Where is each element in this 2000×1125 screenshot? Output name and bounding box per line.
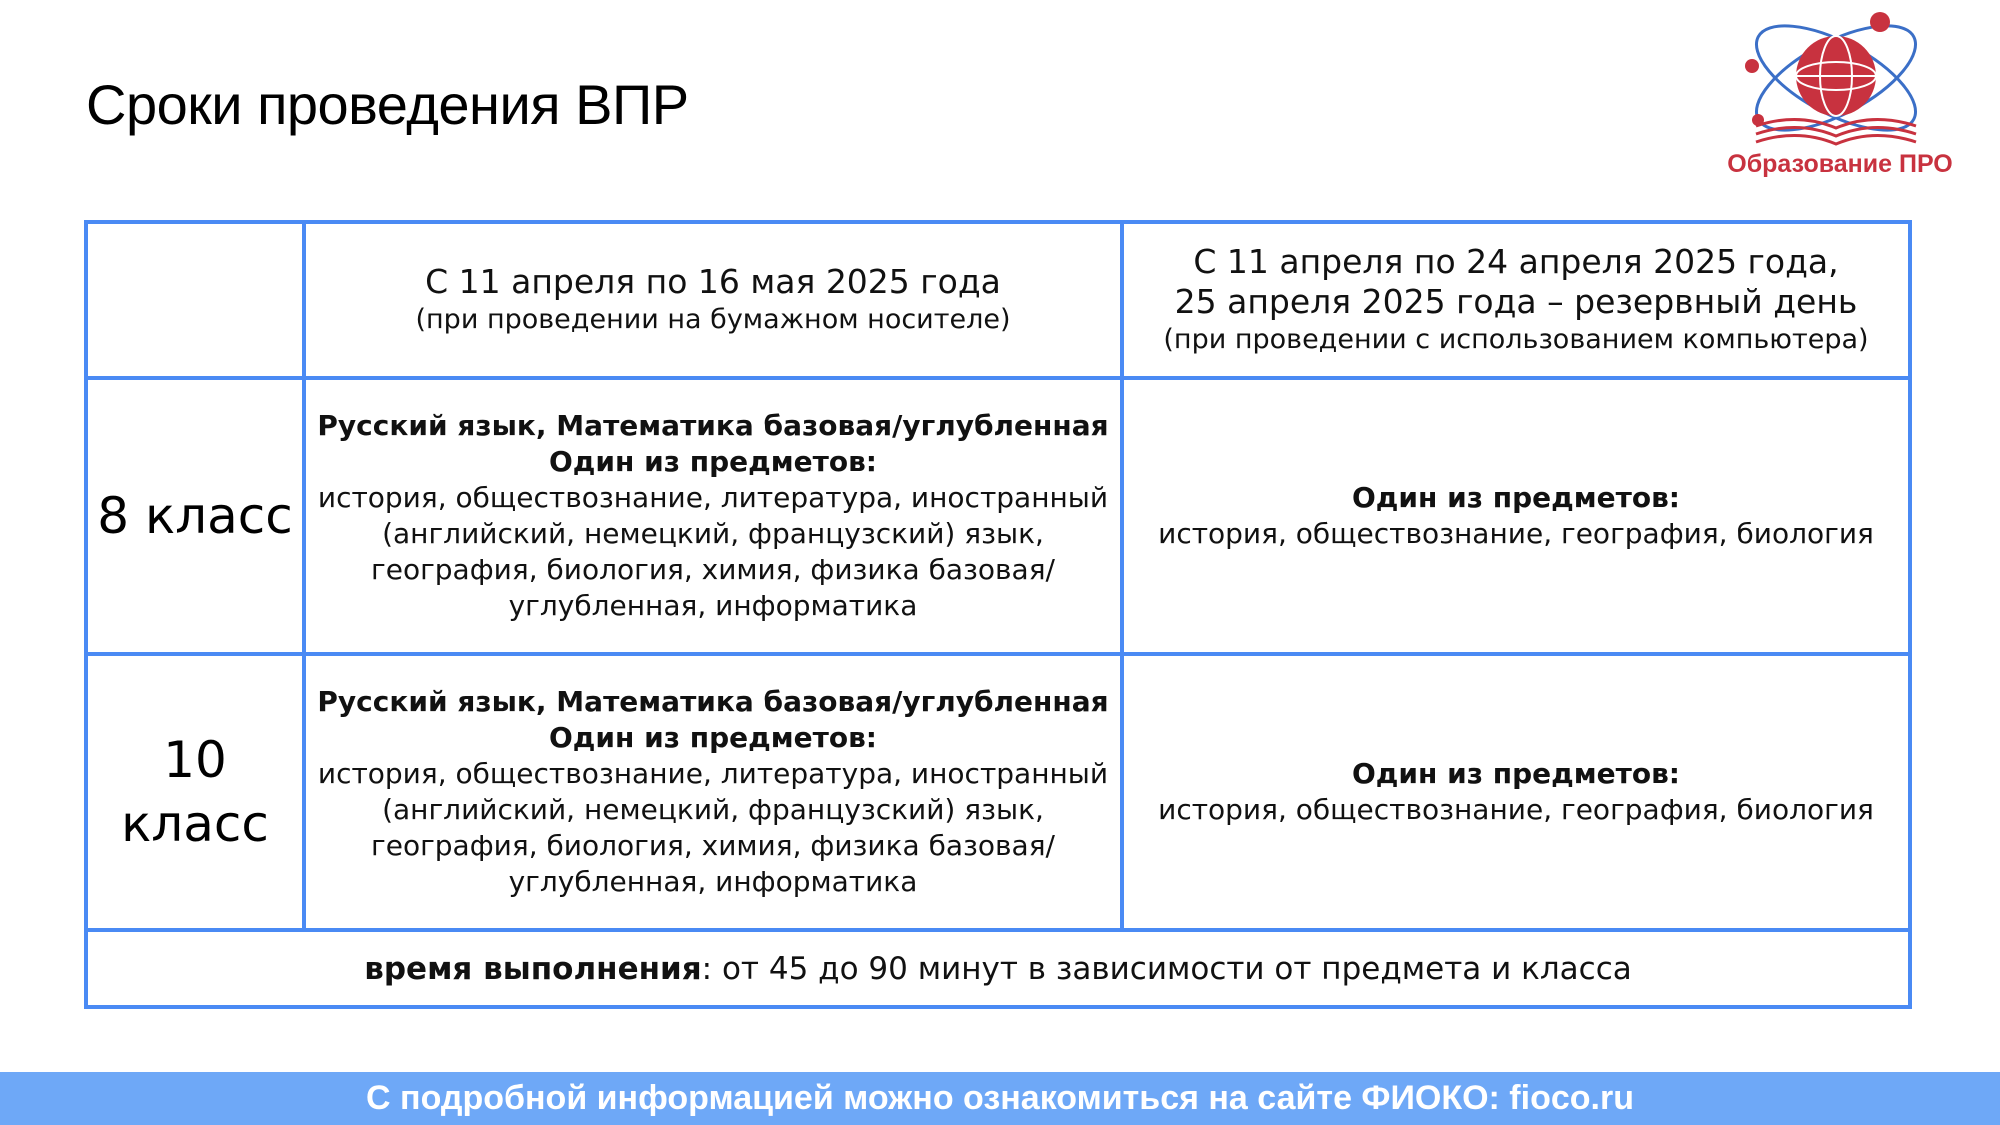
choice-subjects: история, обществознание, география, биология (1158, 793, 1874, 826)
table-row (86, 378, 1910, 654)
schedule-table (84, 220, 1912, 1009)
choice-label: Один из предметов: (1351, 481, 1680, 514)
computer-subjects-cell (1122, 654, 1910, 930)
table-header-row (86, 222, 1910, 378)
computer-dates-line2: 25 апреля 2025 года – резервный день (1174, 282, 1858, 321)
page-title: Сроки проведения ВПР (86, 73, 689, 136)
choice-subjects: история, обществознание, география, биология (1158, 517, 1874, 550)
choice-label: Один из предметов: (548, 445, 877, 478)
choice-label: Один из предметов: (1351, 757, 1680, 790)
paper-subjects-cell (304, 378, 1122, 654)
duration-label: время выполнения (364, 950, 702, 987)
computer-header-cell (1122, 222, 1910, 378)
paper-header-cell (304, 222, 1122, 378)
computer-dates-line1: С 11 апреля по 24 апреля 2025 года, (1193, 242, 1839, 281)
empty-corner-cell (86, 222, 304, 378)
required-subjects: Русский язык, Математика базовая/углубленная (317, 409, 1109, 442)
computer-mode: (при проведении с использованием компьютера) (1163, 324, 1869, 355)
logo-caption: Образование ПРО (1727, 150, 1953, 178)
choice-label: Один из предметов: (548, 721, 877, 754)
info-banner: С подробной информацией можно ознакомиться на сайте ФИОКО: fioco.ru (0, 1072, 2000, 1125)
duration-cell (86, 930, 1910, 1007)
paper-dates: С 11 апреля по 16 мая 2025 года (425, 262, 1001, 301)
grade-cell: 10 класс (86, 654, 304, 930)
required-subjects: Русский язык, Математика базовая/углубленная (317, 685, 1109, 718)
computer-subjects-cell (1122, 378, 1910, 654)
choice-subjects: история, обществознание, литература, иностранный (английский, немецкий, французский) язык, география, биология, химия, физика базовая/углубленная, информатика (317, 757, 1109, 898)
table-row (86, 654, 1910, 930)
duration-row (86, 930, 1910, 1007)
paper-mode: (при проведении на бумажном носителе) (415, 304, 1011, 335)
choice-subjects: история, обществознание, литература, иностранный (английский, немецкий, французский) язык, география, биология, химия, физика базовая/углубленная, информатика (317, 481, 1109, 622)
grade-cell: 8 класс (86, 378, 304, 654)
duration-text: : от 45 до 90 минут в зависимости от предмета и класса (701, 950, 1632, 987)
paper-subjects-cell (304, 654, 1122, 930)
